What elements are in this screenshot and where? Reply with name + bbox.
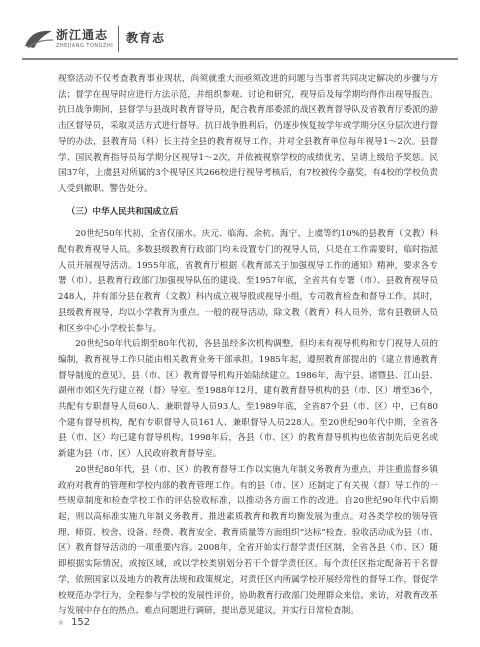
header-divider xyxy=(118,26,119,52)
page-footer xyxy=(58,617,90,628)
page-header xyxy=(22,18,458,64)
logo xyxy=(22,22,114,56)
body-text xyxy=(58,72,438,620)
header-rule xyxy=(22,58,458,60)
paragraph: 视察活动不仅考查教育事业现状，尚须就重大而亟须改进的问题与当事者共同决定解决的步骤与方法；督学在视导时应进行方法示范，并组织参观、讨论和研究，视导后及每学期均得作出视导报告。抗日战争期间，县督学与县战时教育督导员，配合教育部委派的战区教育督导队及省教育厅委派的游击区督导员，采取灵活方式进行督导。抗日战争胜利后，仍逐步恢复按学年或学期分区分层次进行督导的办法，县教育局（科）长主持全县的教育视导工作，并对全县教育单位每年视导1～2次。县督学、国民教育指导员每学期分区视导1～2次，并依被视察学校的成绩优劣，呈请上级给予奖惩。民国37年，上虞县对所属的3个视导区共266校进行视导考核后，有7校被传令嘉奖，有4校的学校负责人受到撤职、警告处分。 xyxy=(58,74,438,194)
logo-emblem-icon xyxy=(24,28,54,50)
paragraph: 20世纪80年代，县（市、区）的教育督导工作以实施九年制义务教育为重点，并注重监督乡镇政府对教育的管理和学校内部的教育管理工作。有的县（市、区）还制定了有关视（督）导工作的一些规章制度和检查学校工作的评估验收标准，以推动各方面工作的改进。自20世纪90年代中后期起，则以高标准实施九年制义务教育、推进素质教育和教育均衡发展为重点。对各类学校的领导管理、师资、校舍、设备、经费、教育安全、教育质量等方面组织“达标”检查、验收活动成为县（市、区）教育督导活动的一项重要内容。2008年，全省开始实行督学责任区制，全省各县（市、区）随即根据实际情况，或按区域，或以学校类别划分若干个督学责任区。每个责任区指定配备若干名督学，依照国家以及地方的教育法规和政策规定，对责任区内所属学校开展经常性的督导工作，督促学校规范办学行为，全程参与学校的发展性评价，协助教育行政部门处理群众来信、来访，对教育改革与发展中存在的热点、难点问题进行调研，提出意见建议，并实行日常检查制。 xyxy=(58,464,438,617)
section-title: 教育志 xyxy=(126,31,166,45)
paragraph: 20世纪50年代后期至80年代初，各县虽经多次机构调整，但均未有视导机构和专门视导人员的编制，教育视导工作只能由相关教育业务干部承担。1985年起，遵照教育部提出的《建立普通教育督导制度的意见》，县（市、区）教育督导机构开始陆续建立。1986年，海宁县、诸暨县、江山县、湖州市郊区先行建立视（督）导室。至1988年12月，建有教育督导机构的县（市、区）增至36个，共配有专职督导人员60人、兼职督导人员93人。至1989年底，全省87个县（市、区）中，已有80个建有督导机构，配有专职督导人员161人、兼职督导人员228人。至20世纪90年代中期，全省各县（市、区）均已建有督导机构。1998年后，各县（市、区）的教育督导机构也依省制先后更名或新建为县（市、区）人民政府教育督导室。 xyxy=(58,339,438,460)
footer-mark: ※ xyxy=(58,619,64,627)
page-number: 152 xyxy=(71,617,91,628)
paragraph: 20世纪50年代初，全省仅丽水、庆元、临海、余杭、海宁、上虞等约10%的县教育（文教）科配有教育视导人员。多数县级教育行政部门均未设置专门的视导人员，只是在工作需要时，临时指派人员开展视导活动。1955年底，省教育厅根据《教育部关于加强视导工作的通知》精神，要求各专署（市）、县教育行政部门加强视导队伍的建设。至1957年底，全省共有专署（市）、县教育视导员248人，并有部分县在教育（文教）科内成立视导股或视导小组，专司教育检查和督导工作。其时，县级教育视导，均以小学教育为重点。一般的视导活动，除文教（教育）科人员外，常有县教研人员和区乡中心小学校长参与。 xyxy=(58,229,438,334)
logo-title: 浙江通志 xyxy=(56,28,109,42)
logo-subtitle: ZHEJIANG TONGZHI xyxy=(56,43,114,49)
subsection-heading: （三）中华人民共和国成立后 xyxy=(66,206,179,217)
